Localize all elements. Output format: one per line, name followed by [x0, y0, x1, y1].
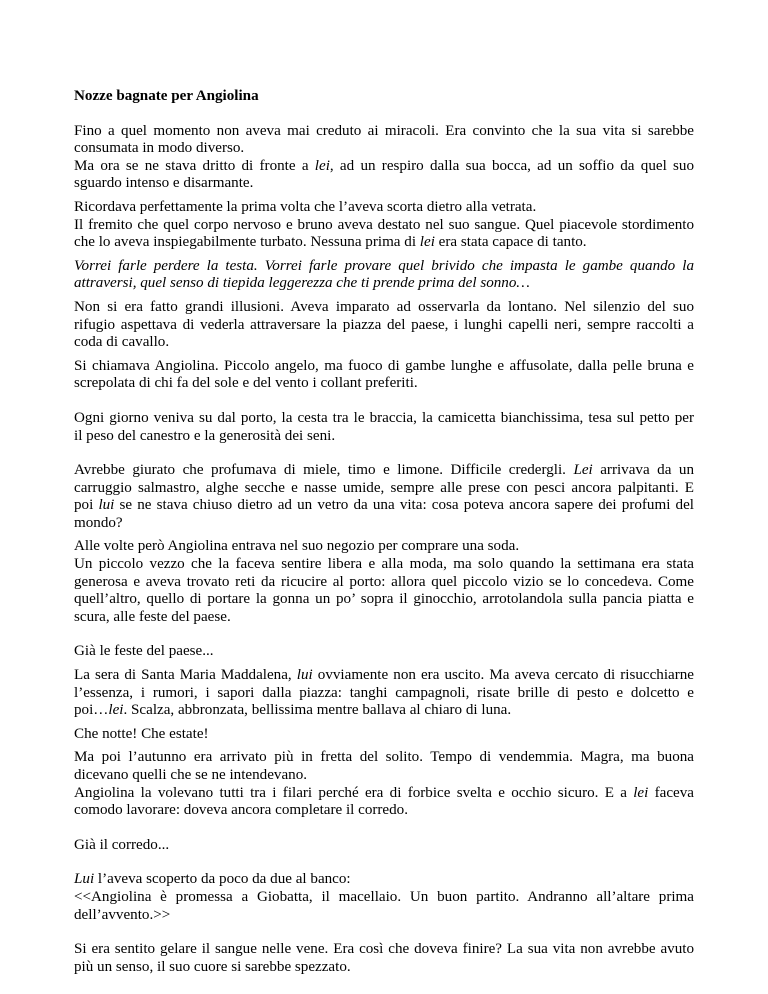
- text-line: [74, 515, 694, 533]
- text-segment: dell’avvento.>>: [74, 906, 171, 923]
- text-segment: Avrebbe giurato che profumava di miele, timo e limone. Difficile credergli.: [74, 462, 574, 479]
- text-segment: poi…: [74, 702, 109, 719]
- text-segment: Già il corredo...: [74, 836, 170, 853]
- paragraph: [74, 538, 694, 626]
- text-segment: Ricordava perfettamente la prima volta che l’aveva scorta dietro alla vetrata.: [74, 198, 537, 215]
- text-segment: Alle volte però Angiolina entrava nel suo negozio per comprare una soda.: [74, 538, 520, 555]
- text-line: [74, 685, 694, 703]
- text-line: [74, 538, 694, 556]
- text-line: [74, 334, 694, 352]
- text-segment: l’aveva scoperto da poco da due al banco:: [94, 871, 351, 888]
- text-line: [74, 959, 694, 977]
- text-segment: comodo lavorare: doveva ancora completare il corredo.: [74, 802, 409, 819]
- text-segment: coda di cavallo.: [74, 334, 170, 351]
- story-title: Nozze bagnate per Angiolina: [74, 88, 259, 104]
- text-line: [74, 667, 694, 685]
- text-segment: generosa e aveva trovato reti da ricucire al porto: allora quel piccolo vizio se lo concedeva. Come: [74, 573, 694, 590]
- paragraph: [74, 643, 694, 661]
- text-segment: Fino a quel momento non aveva mai creduto ai miracoli. Era convinto che la sua vita si sarebbe: [74, 122, 694, 139]
- text-segment: dicevano quelli che se ne intendevano.: [74, 767, 308, 783]
- text-segment: Che notte! Che estate!: [74, 725, 209, 742]
- text-line: [74, 702, 694, 720]
- paragraph: [74, 462, 694, 532]
- text-line: [74, 410, 694, 428]
- text-segment: sguardo intenso e disarmante.: [74, 175, 254, 192]
- text-line: [74, 837, 694, 855]
- text-segment: arrivava da un: [592, 462, 694, 479]
- text-line: [74, 480, 694, 498]
- text-line: [74, 907, 694, 925]
- paragraph: [74, 299, 694, 352]
- text-segment: il peso del canestro e la generosità dei seni.: [74, 427, 336, 444]
- text-segment: rifugio aspettava di vederla attraversare la piazza del paese, i lunghi capelli neri, sempre raccolti a: [74, 316, 694, 333]
- text-segment: Un piccolo vezzo che la faceva sentire libera e alla moda, ma solo quando la settimana era stata: [74, 556, 694, 573]
- text-segment: poi: [74, 497, 99, 514]
- text-line: [74, 497, 694, 515]
- italic-text: lei: [108, 702, 124, 719]
- text-segment: faceva: [648, 784, 694, 801]
- text-line: [74, 941, 694, 959]
- paragraph: [74, 837, 694, 855]
- paragraph: [74, 258, 694, 293]
- text-segment: Si chiamava Angiolina. Piccolo angelo, ma fuoco di gambe lunghe e affusolate, dalla pelle bruna e: [74, 357, 694, 374]
- text-segment: Non si era fatto grandi illusioni. Aveva imparato ad osservarla da lontano. Nel silenzio del suo: [74, 298, 694, 315]
- italic-text: lui: [296, 667, 313, 684]
- italic-text: lui: [98, 497, 115, 514]
- italic-text: Lei: [573, 462, 593, 479]
- text-line: [74, 556, 694, 574]
- text-segment: Il fremito che quel corpo nervoso e bruno aveva destato nel suo sangue. Quel piacevole stordimento: [74, 216, 694, 233]
- text-segment: più un senso, il suo cuore si sarebbe spezzato.: [74, 958, 351, 975]
- text-segment: se ne stava chiuso dietro ad un vetro da una vita: cosa poteva ancora sapere dei profumi del: [114, 497, 694, 514]
- text-line: [74, 462, 694, 480]
- text-segment: era stata capace di tanto.: [434, 234, 587, 251]
- text-segment: Si era sentito gelare il sangue nelle vene. Era così che doveva finire? La sua vita non avrebbe avuto: [74, 941, 694, 958]
- text-line: [74, 749, 694, 767]
- paragraph: [74, 199, 694, 252]
- italic-text: Lui: [74, 871, 95, 888]
- text-line: [74, 643, 694, 661]
- text-segment: screpolata di chi fa del sole e del vento i collant preferiti.: [74, 375, 418, 392]
- text-line: [74, 234, 694, 252]
- text-line: [74, 158, 694, 176]
- paragraph: [74, 123, 694, 193]
- italic-text: lei: [314, 157, 330, 174]
- text-segment: ovviamente non era uscito. Ma aveva cercato di risucchiarne: [312, 667, 695, 684]
- text-segment: Ogni giorno veniva su dal porto, la cesta tra le braccia, la camicetta bianchissima, tesa sul petto per: [74, 409, 694, 426]
- text-line: [74, 889, 694, 907]
- text-segment: quell’altro, quello di portare la gonna un po’ sopra il ginocchio, arrotolandola sulla pancia piatta e: [74, 591, 694, 608]
- text-segment: Angiolina la volevano tutti tra i filari perché era di forbice svelta e occhio sicuro. E a: [74, 784, 634, 801]
- text-segment: mondo?: [74, 514, 123, 531]
- paragraph: [74, 667, 694, 720]
- paragraph: [74, 941, 694, 976]
- text-line: [74, 591, 694, 609]
- italic-text: Vorrei farle perdere la testa. Vorrei farle provare quel brivido che impasta le gambe quando la: [74, 257, 694, 274]
- story-body: [74, 123, 694, 977]
- text-line: [74, 140, 694, 158]
- paragraph: [74, 871, 694, 924]
- text-line: [74, 871, 694, 889]
- text-line: [74, 574, 694, 592]
- paragraph: [74, 726, 694, 744]
- text-line: [74, 785, 694, 803]
- text-segment: che lo aveva inspiegabilmente turbato. Nessuna prima di: [74, 234, 420, 251]
- paragraph: [74, 358, 694, 393]
- text-line: [74, 217, 694, 235]
- text-segment: . Scalza, abbronzata, bellissima mentre ballava al chiaro di luna.: [123, 702, 512, 719]
- text-line: [74, 275, 694, 293]
- text-line: [74, 199, 694, 217]
- text-segment: Già le feste del paese...: [74, 643, 214, 660]
- text-line: [74, 726, 694, 744]
- text-line: [74, 258, 694, 276]
- text-segment: consumata in modo diverso.: [74, 140, 245, 157]
- text-segment: , ad un respiro dalla sua bocca, ad un soffio da quel suo: [329, 157, 694, 174]
- paragraph: [74, 410, 694, 445]
- text-line: [74, 175, 694, 193]
- paragraph: [74, 749, 694, 819]
- text-segment: Ma ora se ne stava dritto di fronte a: [74, 157, 315, 174]
- italic-text: lei: [419, 234, 435, 251]
- italic-text: attraversi, quel senso di tiepida leggerezza che ti prende prima del sonno…: [74, 275, 530, 292]
- text-line: [74, 428, 694, 446]
- text-segment: carruggio salmastro, alghe secche e nasse umide, sempre alle prese con pesci ancora palpitanti. E: [74, 479, 694, 496]
- text-segment: l’essenza, i rumori, i sapori dalla piazza: tanghi campagnoli, risate brille di pesto e dolcetto e: [74, 684, 694, 701]
- text-line: [74, 299, 694, 317]
- text-line: [74, 123, 694, 141]
- text-segment: <<Angiolina è promessa a Giobatta, il macellaio. Un buon partito. Andranno all’altare prima: [74, 888, 694, 905]
- text-line: [74, 375, 694, 393]
- text-line: [74, 802, 694, 820]
- text-line: [74, 358, 694, 376]
- text-line: [74, 767, 694, 785]
- italic-text: lei: [633, 784, 649, 801]
- text-segment: Ma poi l’autunno era arrivato più in fretta del solito. Tempo di vendemmia. Magra, ma buona: [74, 749, 694, 766]
- text-line: [74, 317, 694, 335]
- text-segment: La sera di Santa Maria Maddalena,: [74, 667, 297, 684]
- text-segment: scura, alle feste del paese.: [74, 608, 231, 625]
- text-line: [74, 609, 694, 627]
